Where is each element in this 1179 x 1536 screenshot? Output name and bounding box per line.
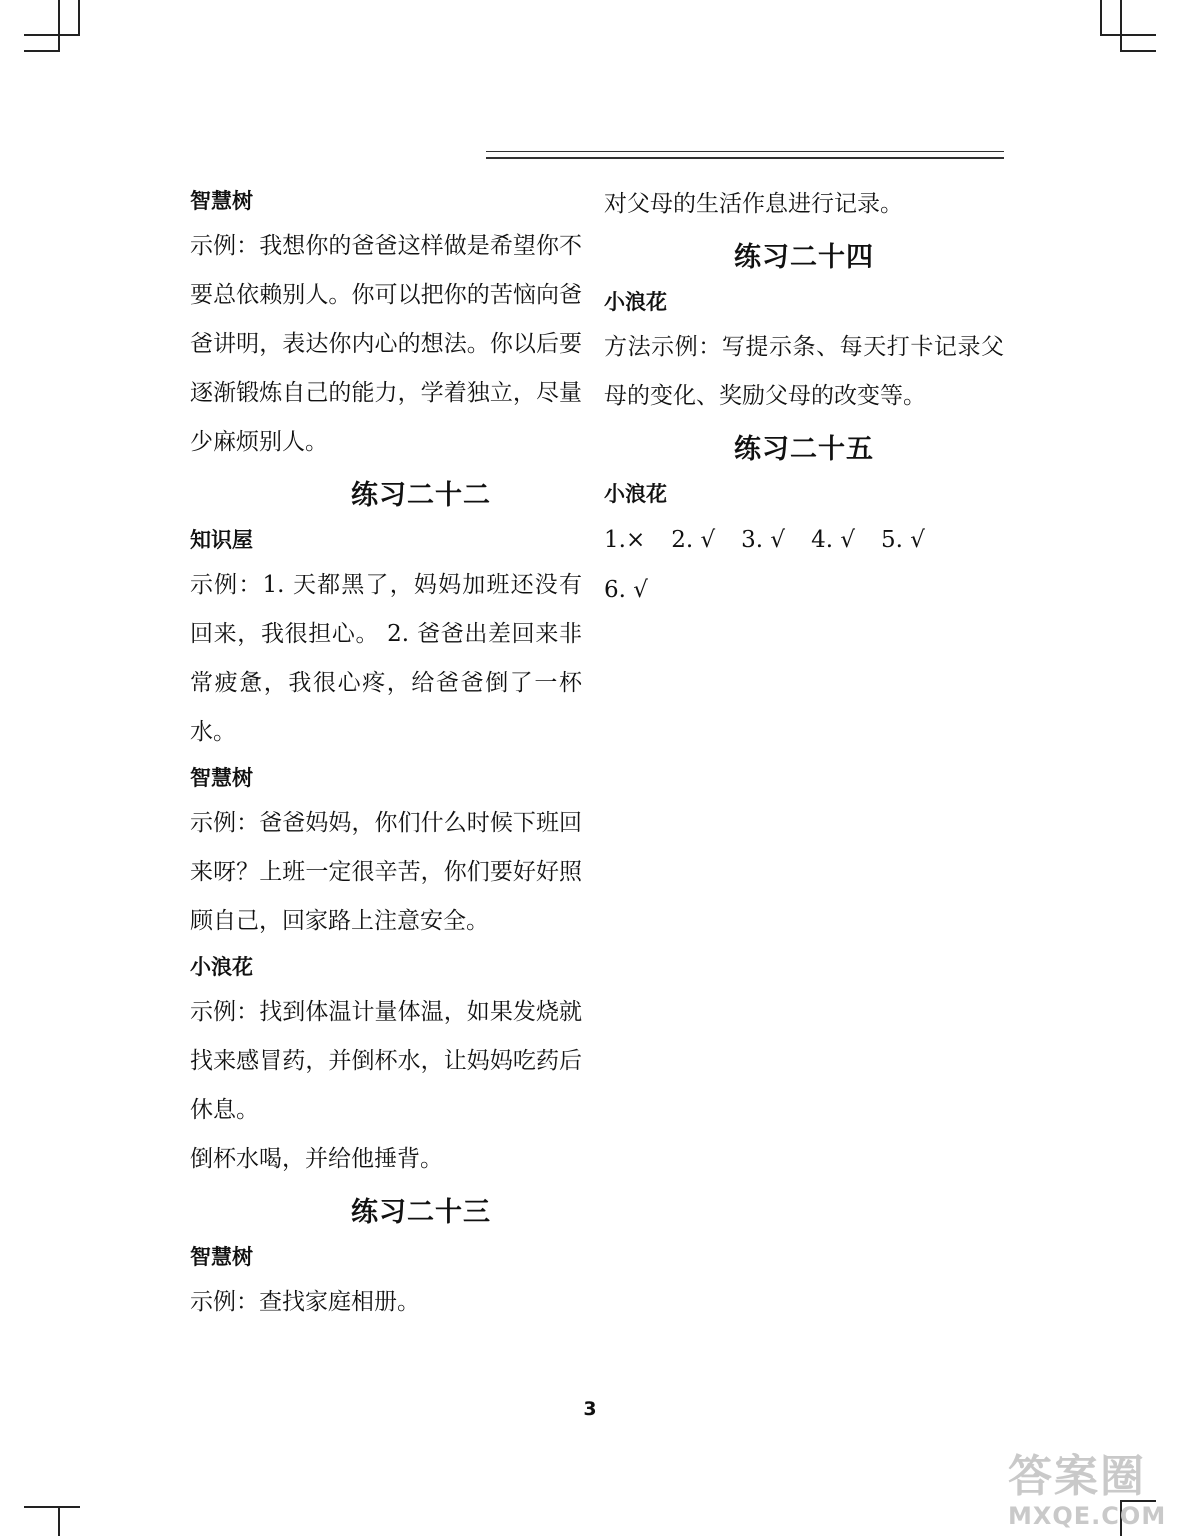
section-heading: 智慧树 [190, 766, 253, 790]
crop-mark [1120, 0, 1122, 52]
watermark-logo [1008, 1452, 1168, 1532]
section-heading: 小浪花 [190, 955, 253, 979]
watermark-bottom: MXQE.COM [1008, 1502, 1167, 1530]
crop-mark [24, 34, 80, 36]
section-heading: 小浪花 [604, 290, 667, 314]
answer-item: 4. √ [811, 527, 855, 553]
answer-item: 3. √ [741, 527, 786, 553]
crop-mark [1120, 50, 1156, 52]
crop-mark [1100, 0, 1102, 36]
answer-list [604, 515, 1004, 615]
answer-text: 示例：找到体温计量体温，如果发烧就找来感冒药，并倒杯水，让妈妈吃药后休息。 [190, 999, 582, 1123]
watermark-top: 答案圈 [1008, 1451, 1146, 1502]
answer-text: 方法示例：写提示条、每天打卡记录父母的变化、奖励父母的改变等。 [604, 334, 1004, 409]
exercise-title: 练习二十三 [351, 1197, 491, 1228]
left-column [190, 180, 582, 1327]
answer-item: 6. √ [604, 577, 648, 603]
page-number: 3 [583, 1398, 597, 1420]
exercise-title: 练习二十二 [351, 480, 491, 511]
header-rule [486, 157, 1004, 159]
section-heading: 小浪花 [604, 482, 667, 506]
answer-item: 2. √ [671, 527, 716, 553]
answer-text: 倒杯水喝，并给他捶背。 [190, 1146, 443, 1172]
header-rule [486, 151, 1004, 152]
answer-item: 1.× [604, 527, 646, 553]
exercise-title: 练习二十四 [734, 242, 874, 273]
crop-mark [1100, 34, 1156, 36]
answer-text: 示例：查找家庭相册。 [190, 1289, 420, 1315]
crop-mark [58, 0, 60, 50]
crop-mark [24, 50, 60, 52]
crop-mark [58, 1506, 60, 1536]
answer-text: 对父母的生活作息进行记录。 [604, 191, 903, 217]
section-heading: 智慧树 [190, 189, 253, 213]
answer-text: 示例：我想你的爸爸这样做是希望你不要总依赖别人。你可以把你的苦恼向爸爸讲明，表达你内心的想法。你以后要逐渐锻炼自己的能力，学着独立，尽量少麻烦别人。 [190, 233, 582, 455]
answer-text: 示例：1. 天都黑了，妈妈加班还没有回来，我很担心。 2. 爸爸出差回来非常疲惫，我很心疼，给爸爸倒了一杯水。 [190, 572, 582, 745]
answer-text: 示例：爸爸妈妈，你们什么时候下班回来呀？上班一定很辛苦，你们要好好照顾自己，回家路上注意安全。 [190, 810, 582, 934]
crop-mark [24, 1506, 80, 1508]
section-heading: 智慧树 [190, 1245, 253, 1269]
section-heading: 知识屋 [190, 528, 253, 552]
crop-mark [78, 0, 80, 34]
exercise-title: 练习二十五 [734, 434, 874, 465]
right-column [604, 180, 1004, 615]
answer-item: 5. √ [880, 527, 925, 553]
